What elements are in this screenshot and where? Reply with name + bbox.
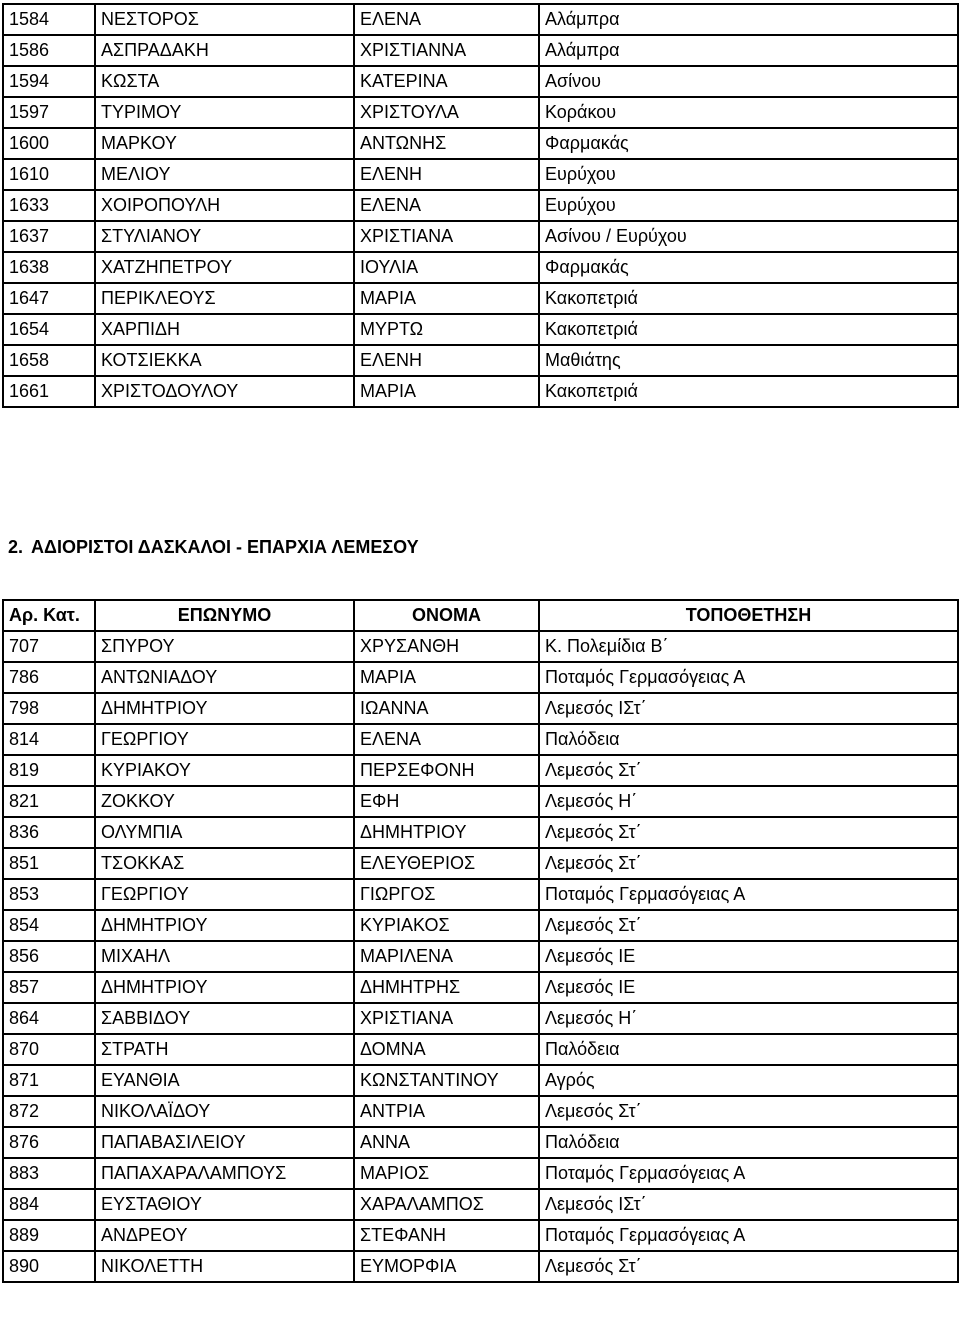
placement-cell: Λεμεσός ΙΕ [539, 941, 958, 972]
reg-number-cell: 798 [3, 693, 95, 724]
table-row [3, 66, 958, 97]
reg-number-cell: 853 [3, 879, 95, 910]
surname-cell: ΠΑΠΑΒΑΣΙΛΕΙΟΥ [95, 1127, 354, 1158]
name-cell: ΕΥΜΟΡΦΙΑ [354, 1251, 539, 1282]
reg-number-cell: 871 [3, 1065, 95, 1096]
reg-number-cell: 854 [3, 910, 95, 941]
table-row [3, 879, 958, 910]
reg-number-cell: 883 [3, 1158, 95, 1189]
placement-cell: Αλάμπρα [539, 4, 958, 35]
name-cell: ΕΛΕΝΗ [354, 345, 539, 376]
name-cell: ΙΟΥΛΙΑ [354, 252, 539, 283]
placement-cell: Κοράκου [539, 97, 958, 128]
surname-cell: ΚΟΤΣΙΕΚΚΑ [95, 345, 354, 376]
name-cell: ΑΝΤΡΙΑ [354, 1096, 539, 1127]
surname-cell: ΝΕΣΤΟΡΟΣ [95, 4, 354, 35]
placement-cell: Λεμεσός Στ΄ [539, 910, 958, 941]
name-cell: ΜΥΡΤΩ [354, 314, 539, 345]
placement-cell: Ασίνου / Ευρύχου [539, 221, 958, 252]
surname-cell: ΣΑΒΒΙΔΟΥ [95, 1003, 354, 1034]
name-cell: ΠΕΡΣΕΦΟΝΗ [354, 755, 539, 786]
reg-number-cell: 864 [3, 1003, 95, 1034]
reg-number-cell: 1638 [3, 252, 95, 283]
reg-number-cell: 1594 [3, 66, 95, 97]
header-surname: ΕΠΩΝΥΜΟ [95, 600, 354, 631]
reg-number-cell: 1647 [3, 283, 95, 314]
reg-number-cell: 819 [3, 755, 95, 786]
placement-cell: Λεμεσός Στ΄ [539, 1096, 958, 1127]
name-cell: ΚΩΝΣΤΑΝΤΙΝΟΥ [354, 1065, 539, 1096]
name-cell: ΚΥΡΙΑΚΟΣ [354, 910, 539, 941]
reg-number-cell: 1661 [3, 376, 95, 407]
name-cell: ΜΑΡΙΑ [354, 662, 539, 693]
name-cell: ΙΩΑΝΝΑ [354, 693, 539, 724]
reg-number-cell: 851 [3, 848, 95, 879]
placement-cell: Φαρμακάς [539, 252, 958, 283]
placement-cell: Ποταμός Γερμασόγειας Α [539, 662, 958, 693]
table-row [3, 1189, 958, 1220]
surname-cell: ΤΥΡΙΜΟΥ [95, 97, 354, 128]
table-row [3, 159, 958, 190]
placement-cell: Λεμεσός Η΄ [539, 786, 958, 817]
table-row [3, 724, 958, 755]
reg-number-cell: 884 [3, 1189, 95, 1220]
reg-number-cell: 876 [3, 1127, 95, 1158]
placement-cell: Ευρύχου [539, 190, 958, 221]
placement-cell: Παλόδεια [539, 1034, 958, 1065]
header-name: ΟΝΟΜΑ [354, 600, 539, 631]
name-cell: ΑΝΝΑ [354, 1127, 539, 1158]
placement-cell: Λεμεσός ΙΕ [539, 972, 958, 1003]
surname-cell: ΠΑΠΑΧΑΡΑΛΑΜΠΟΥΣ [95, 1158, 354, 1189]
reg-number-cell: 889 [3, 1220, 95, 1251]
placement-cell: Λεμεσός Στ΄ [539, 848, 958, 879]
name-cell: ΧΡΙΣΤΙΑΝΑ [354, 221, 539, 252]
teachers-table-1 [2, 3, 959, 408]
header-placement: ΤΟΠΟΘΕΤΗΣΗ [539, 600, 958, 631]
table-row [3, 1034, 958, 1065]
placement-cell: Κακοπετριά [539, 314, 958, 345]
placement-cell: Λεμεσός Στ΄ [539, 817, 958, 848]
table-row [3, 221, 958, 252]
header-row [3, 600, 958, 631]
placement-cell: Κακοπετριά [539, 376, 958, 407]
surname-cell: ΚΥΡΙΑΚΟΥ [95, 755, 354, 786]
table-row [3, 345, 958, 376]
teachers-table-2-header [3, 600, 958, 631]
placement-cell: Φαρμακάς [539, 128, 958, 159]
table-row [3, 128, 958, 159]
table-row [3, 1065, 958, 1096]
section-heading [8, 537, 419, 558]
table-row [3, 1096, 958, 1127]
table-row [3, 631, 958, 662]
table-row [3, 1003, 958, 1034]
name-cell: ΕΛΕΝΑ [354, 4, 539, 35]
name-cell: ΧΑΡΑΛΑΜΠΟΣ [354, 1189, 539, 1220]
name-cell: ΧΡΥΣΑΝΘΗ [354, 631, 539, 662]
surname-cell: ΓΕΩΡΓΙΟΥ [95, 724, 354, 755]
surname-cell: ΕΥΑΝΘΙΑ [95, 1065, 354, 1096]
name-cell: ΜΑΡΙΟΣ [354, 1158, 539, 1189]
reg-number-cell: 890 [3, 1251, 95, 1282]
surname-cell: ΕΥΣΤΑΘΙΟΥ [95, 1189, 354, 1220]
placement-cell: Ευρύχου [539, 159, 958, 190]
surname-cell: ΠΕΡΙΚΛΕΟΥΣ [95, 283, 354, 314]
teachers-table-2 [2, 599, 959, 1283]
surname-cell: ΣΤΡΑΤΗ [95, 1034, 354, 1065]
section-number: 2. [8, 537, 24, 557]
reg-number-cell: 1654 [3, 314, 95, 345]
surname-cell: ΔΗΜΗΤΡΙΟΥ [95, 693, 354, 724]
name-cell: ΕΛΕΝΑ [354, 190, 539, 221]
table-row [3, 972, 958, 1003]
name-cell: ΜΑΡΙΑ [354, 376, 539, 407]
surname-cell: ΝΙΚΟΛΑΪΔΟΥ [95, 1096, 354, 1127]
reg-number-cell: 786 [3, 662, 95, 693]
placement-cell: Ποταμός Γερμασόγειας Α [539, 1158, 958, 1189]
surname-cell: ΖΟΚΚΟΥ [95, 786, 354, 817]
name-cell: ΜΑΡΙΛΕΝΑ [354, 941, 539, 972]
table-row [3, 190, 958, 221]
surname-cell: ΧΡΙΣΤΟΔΟΥΛΟΥ [95, 376, 354, 407]
placement-cell: Ποταμός Γερμασόγειας Α [539, 879, 958, 910]
surname-cell: ΧΟΙΡΟΠΟΥΛΗ [95, 190, 354, 221]
table-row [3, 817, 958, 848]
name-cell: ΧΡΙΣΤΟΥΛΑ [354, 97, 539, 128]
placement-cell: Ποταμός Γερμασόγειας Α [539, 1220, 958, 1251]
placement-cell: Παλόδεια [539, 724, 958, 755]
reg-number-cell: 814 [3, 724, 95, 755]
surname-cell: ΣΠΥΡΟΥ [95, 631, 354, 662]
name-cell: ΕΛΕΝΗ [354, 159, 539, 190]
table-row [3, 1158, 958, 1189]
table-row [3, 662, 958, 693]
reg-number-cell: 1586 [3, 35, 95, 66]
placement-cell: Λεμεσός ΙΣτ΄ [539, 693, 958, 724]
surname-cell: ΔΗΜΗΤΡΙΟΥ [95, 910, 354, 941]
surname-cell: ΤΣΟΚΚΑΣ [95, 848, 354, 879]
placement-cell: Κ. Πολεμίδια Β΄ [539, 631, 958, 662]
reg-number-cell: 1633 [3, 190, 95, 221]
surname-cell: ΧΑΡΠΙΔΗ [95, 314, 354, 345]
table-row [3, 693, 958, 724]
table-row [3, 35, 958, 66]
surname-cell: ΣΤΥΛΙΑΝΟΥ [95, 221, 354, 252]
surname-cell: ΜΕΛΙΟΥ [95, 159, 354, 190]
name-cell: ΧΡΙΣΤΙΑΝΝΑ [354, 35, 539, 66]
name-cell: ΔΗΜΗΤΡΗΣ [354, 972, 539, 1003]
surname-cell: ΑΝΤΩΝΙΑΔΟΥ [95, 662, 354, 693]
table-row [3, 1251, 958, 1282]
placement-cell: Αγρός [539, 1065, 958, 1096]
reg-number-cell: 836 [3, 817, 95, 848]
header-reg-number: Αρ. Κατ. [3, 600, 95, 631]
reg-number-cell: 1600 [3, 128, 95, 159]
placement-cell: Αλάμπρα [539, 35, 958, 66]
surname-cell: ΑΝΔΡΕΟΥ [95, 1220, 354, 1251]
teachers-table-1-body [3, 4, 958, 407]
name-cell: ΔΗΜΗΤΡΙΟΥ [354, 817, 539, 848]
surname-cell: ΜΑΡΚΟΥ [95, 128, 354, 159]
table-row [3, 941, 958, 972]
surname-cell: ΜΙΧΑΗΛ [95, 941, 354, 972]
placement-cell: Ασίνου [539, 66, 958, 97]
reg-number-cell: 821 [3, 786, 95, 817]
surname-cell: ΓΕΩΡΓΙΟΥ [95, 879, 354, 910]
table-row [3, 1220, 958, 1251]
name-cell: ΔΟΜΝΑ [354, 1034, 539, 1065]
placement-cell: Παλόδεια [539, 1127, 958, 1158]
reg-number-cell: 1584 [3, 4, 95, 35]
reg-number-cell: 1597 [3, 97, 95, 128]
placement-cell: Λεμεσός ΙΣτ΄ [539, 1189, 958, 1220]
name-cell: ΜΑΡΙΑ [354, 283, 539, 314]
name-cell: ΣΤΕΦΑΝΗ [354, 1220, 539, 1251]
section-title: ΑΔΙΟΡΙΣΤΟΙ ΔΑΣΚΑΛΟΙ - ΕΠΑΡΧΙΑ ΛΕΜΕΣΟΥ [31, 537, 419, 557]
placement-cell: Λεμεσός Η΄ [539, 1003, 958, 1034]
placement-cell: Λεμεσός Στ΄ [539, 755, 958, 786]
reg-number-cell: 1637 [3, 221, 95, 252]
table-row [3, 848, 958, 879]
reg-number-cell: 857 [3, 972, 95, 1003]
reg-number-cell: 870 [3, 1034, 95, 1065]
reg-number-cell: 856 [3, 941, 95, 972]
reg-number-cell: 1610 [3, 159, 95, 190]
teachers-table-2-body [3, 631, 958, 1282]
placement-cell: Κακοπετριά [539, 283, 958, 314]
table-row [3, 283, 958, 314]
surname-cell: ΚΩΣΤΑ [95, 66, 354, 97]
name-cell: ΓΙΩΡΓΟΣ [354, 879, 539, 910]
table-row [3, 755, 958, 786]
surname-cell: ΔΗΜΗΤΡΙΟΥ [95, 972, 354, 1003]
surname-cell: ΧΑΤΖΗΠΕΤΡΟΥ [95, 252, 354, 283]
name-cell: ΧΡΙΣΤΙΑΝΑ [354, 1003, 539, 1034]
name-cell: ΚΑΤΕΡΙΝΑ [354, 66, 539, 97]
surname-cell: ΑΣΠΡΑΔΑΚΗ [95, 35, 354, 66]
name-cell: ΑΝΤΩΝΗΣ [354, 128, 539, 159]
table-row [3, 1127, 958, 1158]
table-row [3, 4, 958, 35]
surname-cell: ΝΙΚΟΛΕΤΤΗ [95, 1251, 354, 1282]
table-row [3, 786, 958, 817]
table-row [3, 910, 958, 941]
placement-cell: Λεμεσός Στ΄ [539, 1251, 958, 1282]
name-cell: ΕΛΕΝΑ [354, 724, 539, 755]
reg-number-cell: 707 [3, 631, 95, 662]
table-row [3, 376, 958, 407]
table-row [3, 314, 958, 345]
placement-cell: Μαθιάτης [539, 345, 958, 376]
surname-cell: ΟΛΥΜΠΙΑ [95, 817, 354, 848]
name-cell: ΕΛΕΥΘΕΡΙΟΣ [354, 848, 539, 879]
reg-number-cell: 1658 [3, 345, 95, 376]
table-row [3, 252, 958, 283]
table-row [3, 97, 958, 128]
name-cell: ΕΦΗ [354, 786, 539, 817]
reg-number-cell: 872 [3, 1096, 95, 1127]
